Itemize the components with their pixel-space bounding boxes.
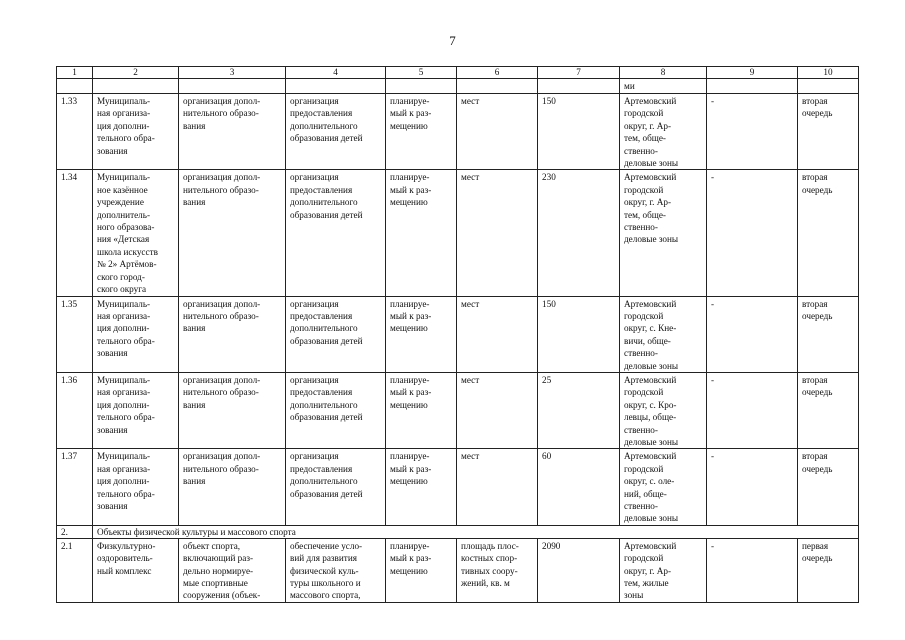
status-cell: планируе- мый к раз- мещению (386, 94, 457, 170)
section-title: Объекты физической культуры и массового спорта (93, 525, 859, 538)
table-row (57, 94, 859, 170)
col-number-8: 8 (620, 67, 707, 79)
type-cell: организация допол- нительного образо- вания (179, 296, 286, 372)
location-cell: Артемовский городской округ, с. оле- ний, обще- ственно- деловые зоны (620, 449, 707, 525)
type-cell: организация допол- нительного образо- вания (179, 170, 286, 296)
unit-cell: мест (457, 372, 538, 448)
location-cell: ми (620, 79, 707, 94)
column-number-row (57, 67, 859, 79)
table-row (57, 296, 859, 372)
row-number-cell: 1.37 (57, 449, 93, 525)
name-cell: Муниципаль- ная организа- ция дополни- тельного обра- зования (93, 94, 179, 170)
row-number-cell: 1.33 (57, 94, 93, 170)
name-cell: Муниципаль- ное казённое учреждение дополнитель- ного образова- ния «Детская школа искусств № 2» Артёмов- ского город- ского округа (93, 170, 179, 296)
purpose-cell: обеспечение усло- вий для развития физической куль- туры школьного и массового спорта, (286, 538, 386, 602)
location-cell: Артемовский городской округ, г. Ар- тем, обще- ственно- деловые зоны (620, 170, 707, 296)
unit-cell: мест (457, 94, 538, 170)
col-number-2: 2 (93, 67, 179, 79)
location-cell: Артемовский городской округ, г. Ар- тем, жилые зоны (620, 538, 707, 602)
status-cell: планируе- мый к раз- мещению (386, 296, 457, 372)
table-row (57, 372, 859, 448)
name-cell: Муниципаль- ная организа- ция дополни- тельного обра- зования (93, 296, 179, 372)
zone-cell: - (707, 372, 798, 448)
stage-cell: вторая очередь (798, 170, 859, 296)
value-cell: 60 (538, 449, 620, 525)
zone-cell: - (707, 449, 798, 525)
purpose-cell: организация предоставления дополнительного образования детей (286, 94, 386, 170)
status-cell: планируе- мый к раз- мещению (386, 538, 457, 602)
zone-cell: - (707, 94, 798, 170)
col-number-9: 9 (707, 67, 798, 79)
stage-cell: вторая очередь (798, 296, 859, 372)
stage-cell: вторая очередь (798, 449, 859, 525)
stage-cell: вторая очередь (798, 372, 859, 448)
zone-cell: - (707, 538, 798, 602)
table-row (57, 170, 859, 296)
row-number-cell: 1.35 (57, 296, 93, 372)
col-number-7: 7 (538, 67, 620, 79)
type-cell: организация допол- нительного образо- вания (179, 449, 286, 525)
zone-cell: - (707, 296, 798, 372)
row-number-cell: 1.34 (57, 170, 93, 296)
row-number-cell: 1.36 (57, 372, 93, 448)
stage-cell: первая очередь (798, 538, 859, 602)
status-cell: планируе- мый к раз- мещению (386, 449, 457, 525)
status-cell: планируе- мый к раз- мещению (386, 372, 457, 448)
type-cell: организация допол- нительного образо- вания (179, 372, 286, 448)
col-number-3: 3 (179, 67, 286, 79)
stage-cell: вторая очередь (798, 94, 859, 170)
value-cell: 2090 (538, 538, 620, 602)
purpose-cell: организация предоставления дополнительного образования детей (286, 170, 386, 296)
location-cell: Артемовский городской округ, с. Кро- левцы, обще- ственно- деловые зоны (620, 372, 707, 448)
value-cell: 150 (538, 296, 620, 372)
col-number-6: 6 (457, 67, 538, 79)
table-row (57, 538, 859, 602)
name-cell: Муниципаль- ная организа- ция дополни- тельного обра- зования (93, 372, 179, 448)
name-cell: Муниципаль- ная организа- ция дополни- тельного обра- зования (93, 449, 179, 525)
col-number-1: 1 (57, 67, 93, 79)
unit-cell: мест (457, 296, 538, 372)
value-cell: 25 (538, 372, 620, 448)
zone-cell: - (707, 170, 798, 296)
planning-table (56, 66, 859, 603)
purpose-cell: организация предоставления дополнительного образования детей (286, 449, 386, 525)
continuation-row (57, 79, 859, 94)
section-row (57, 525, 859, 538)
col-number-5: 5 (386, 67, 457, 79)
table-row (57, 449, 859, 525)
page-number: 7 (449, 33, 456, 48)
unit-cell: площадь плос- костных спор- тивных соору- жений, кв. м (457, 538, 538, 602)
purpose-cell: организация предоставления дополнительного образования детей (286, 296, 386, 372)
location-cell: Артемовский городской округ, с. Кне- вичи, обще- ственно- деловые зоны (620, 296, 707, 372)
unit-cell: мест (457, 449, 538, 525)
status-cell: планируе- мый к раз- мещению (386, 170, 457, 296)
type-cell: объект спорта, включающий раз- дельно нормируе- мые спортивные сооружения (объек- (179, 538, 286, 602)
purpose-cell: организация предоставления дополнительного образования детей (286, 372, 386, 448)
name-cell: Физкультурно- оздоровитель- ный комплекс (93, 538, 179, 602)
location-cell: Артемовский городской округ, г. Ар- тем, обще- ственно- деловые зоны (620, 94, 707, 170)
col-number-10: 10 (798, 67, 859, 79)
value-cell: 230 (538, 170, 620, 296)
section-number: 2. (57, 525, 93, 538)
value-cell: 150 (538, 94, 620, 170)
type-cell: организация допол- нительного образо- вания (179, 94, 286, 170)
col-number-4: 4 (286, 67, 386, 79)
row-number-cell: 2.1 (57, 538, 93, 602)
unit-cell: мест (457, 170, 538, 296)
